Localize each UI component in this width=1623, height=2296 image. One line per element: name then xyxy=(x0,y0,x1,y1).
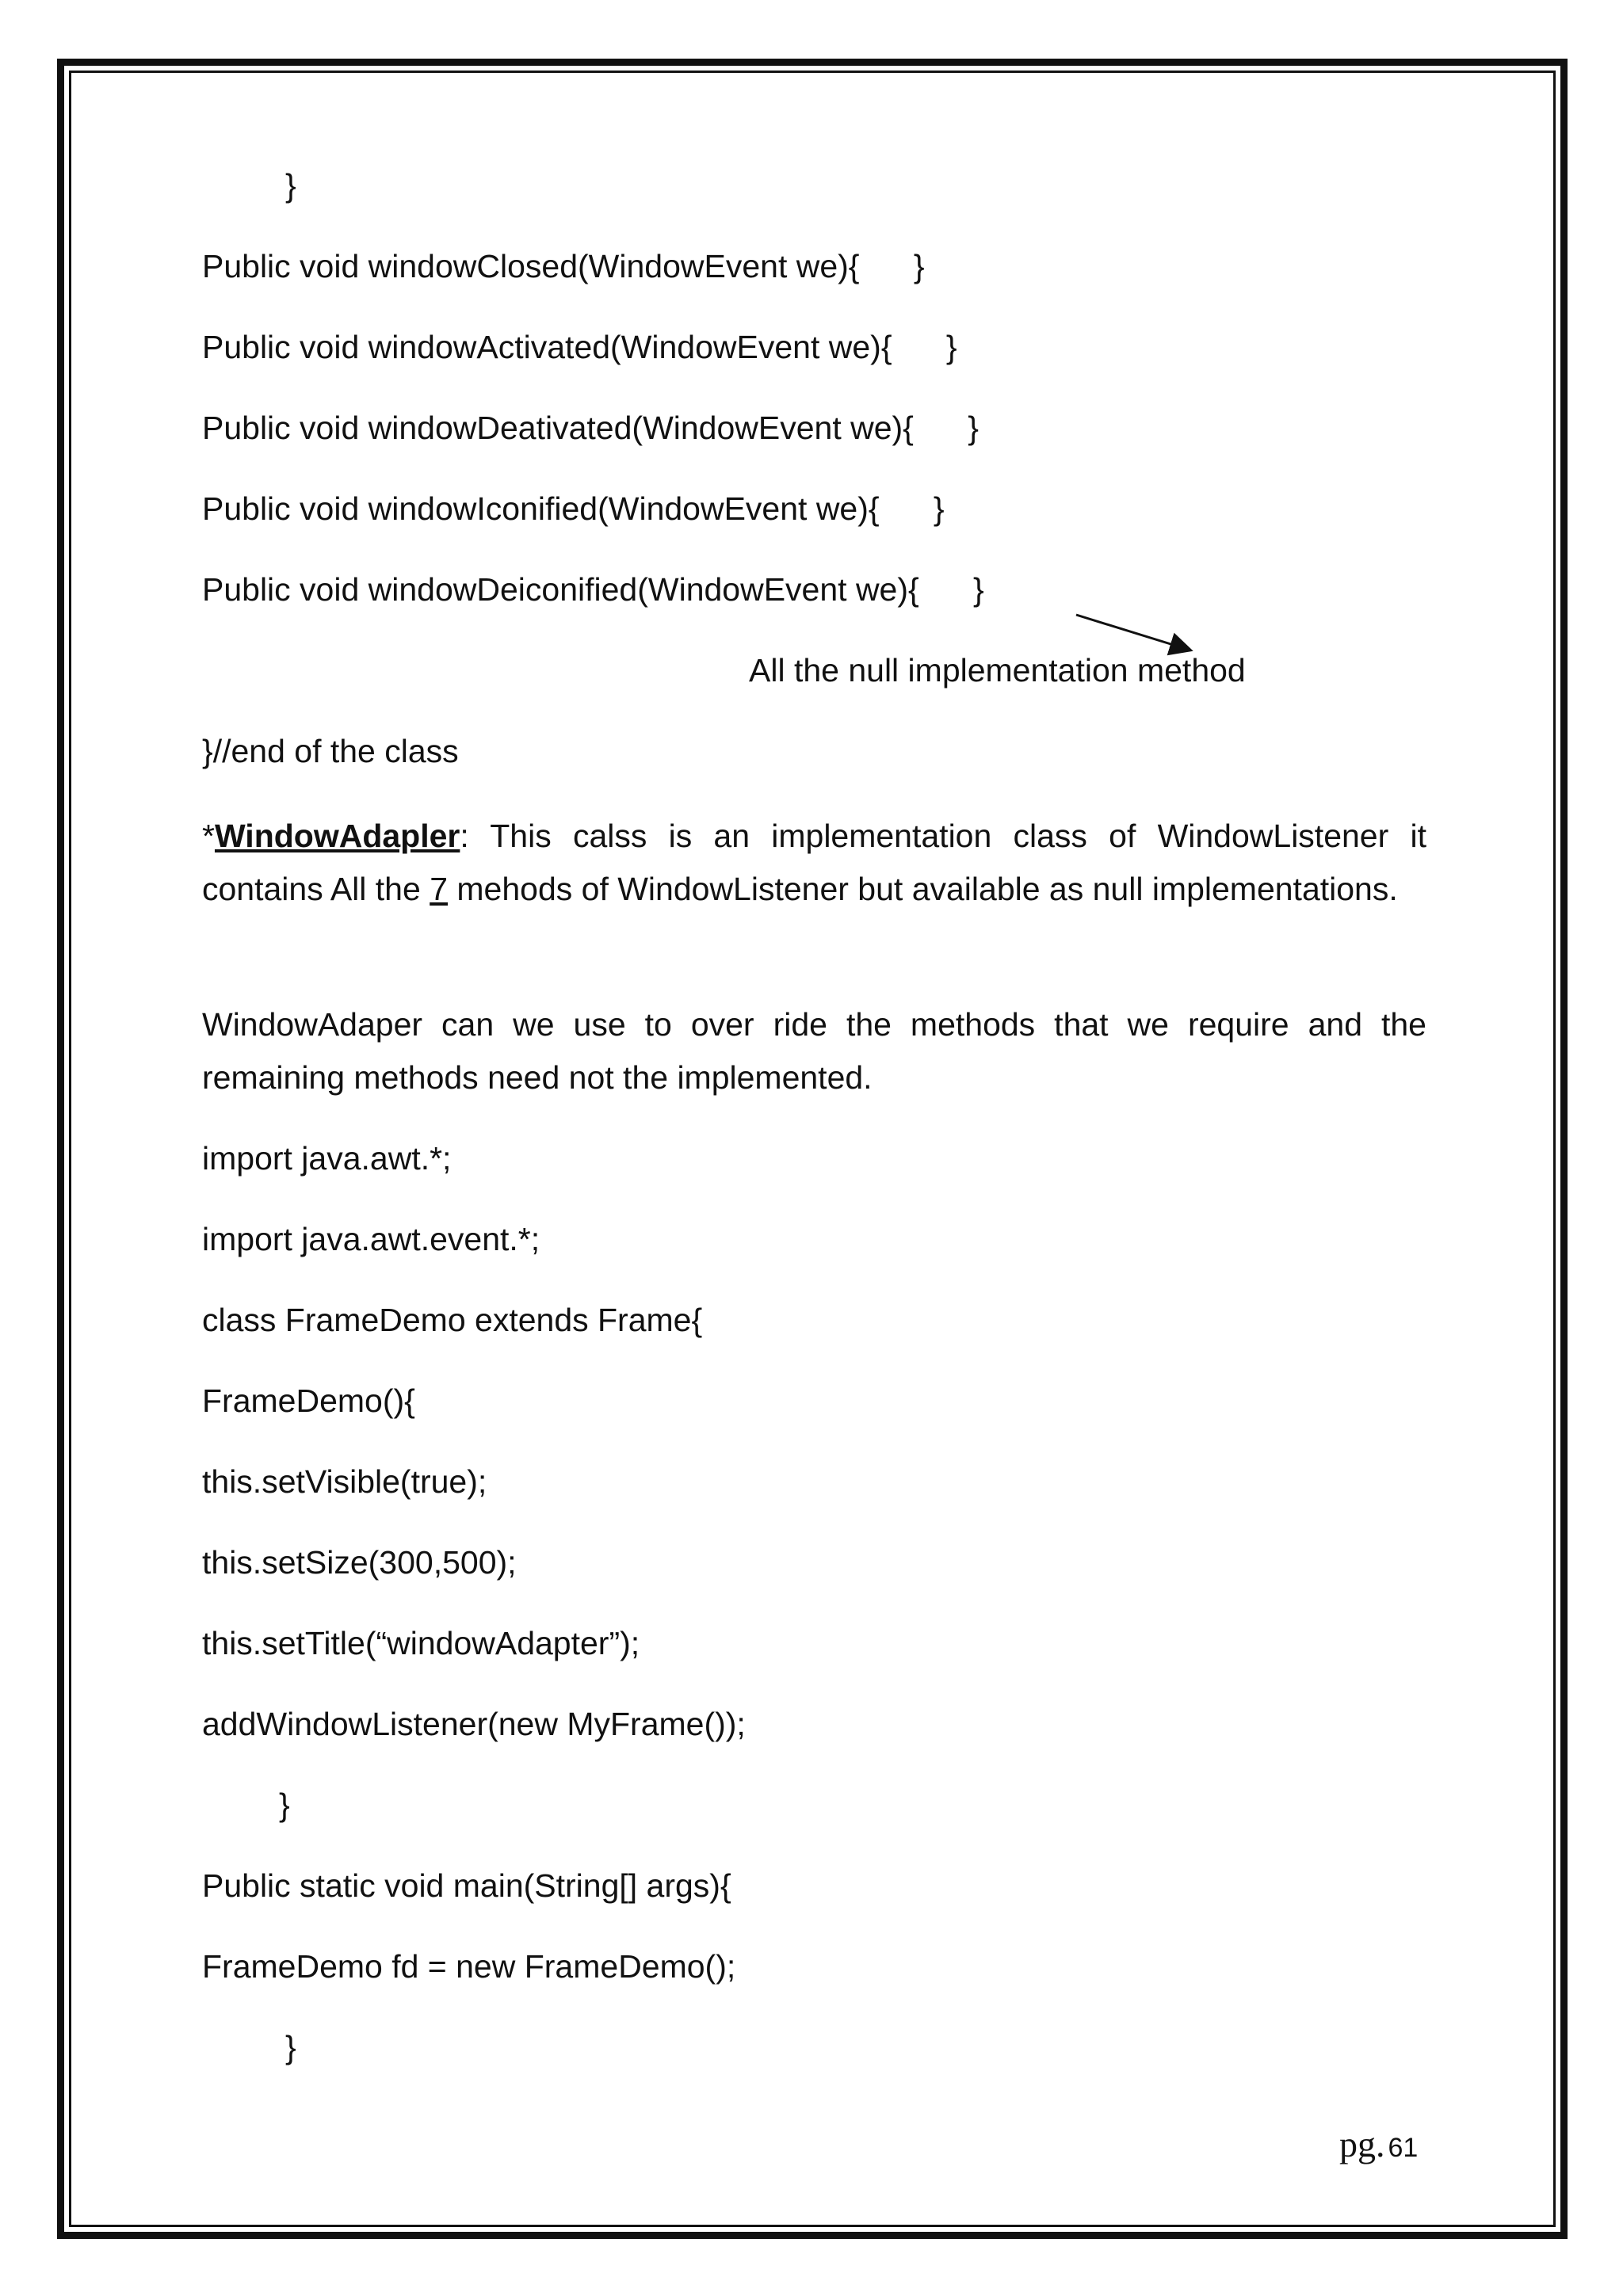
code-line: Public static void main(String[] args){ xyxy=(202,1867,731,1904)
code-line: class FrameDemo extends Frame{ xyxy=(202,1302,703,1338)
method-count: 7 xyxy=(430,871,448,907)
code-line: }//end of the class xyxy=(202,733,459,769)
code-line: import java.awt.*; xyxy=(202,1140,452,1177)
code-line: this.setVisible(true); xyxy=(202,1463,487,1500)
code-line: FrameDemo(){ xyxy=(202,1383,415,1419)
code-line: Public void windowDeiconified(WindowEvent we){ } xyxy=(202,571,984,608)
paragraph-prefix: * xyxy=(202,818,215,854)
definition-paragraph xyxy=(202,810,1426,916)
page-number-value: 61 xyxy=(1388,2133,1419,2163)
code-line: this.setTitle(“windowAdapter”); xyxy=(202,1625,640,1661)
code-line: import java.awt.event.*; xyxy=(202,1221,540,1257)
page-number-label: pg. xyxy=(1339,2124,1385,2164)
code-line: } xyxy=(285,167,296,204)
code-line: Public void windowActivated(WindowEvent we){ } xyxy=(202,329,957,365)
code-line: Public void windowClosed(WindowEvent we){ } xyxy=(202,248,925,284)
page-number xyxy=(1339,2123,1418,2165)
paragraph-text: mehods of WindowListener but available as null implementations. xyxy=(448,871,1398,907)
code-line: addWindowListener(new MyFrame()); xyxy=(202,1706,746,1742)
code-line: } xyxy=(279,1787,290,1823)
code-line: Public void windowIconified(WindowEvent we){ } xyxy=(202,490,945,527)
paragraph-text: : This calss is an implementation class of WindowListener it contains All the xyxy=(202,818,1426,907)
code-line: this.setSize(300,500); xyxy=(202,1544,517,1581)
annotation-note: All the null implementation method xyxy=(749,652,1246,688)
defined-term: WindowAdapler xyxy=(214,818,460,854)
explanation-paragraph: WindowAdaper can we use to over ride the methods that we require and the remaining methods need not the implemented. xyxy=(202,1006,1426,1096)
code-line: } xyxy=(285,2029,296,2065)
code-line: FrameDemo fd = new FrameDemo(); xyxy=(202,1948,736,1985)
code-line: Public void windowDeativated(WindowEvent we){ } xyxy=(202,410,979,446)
